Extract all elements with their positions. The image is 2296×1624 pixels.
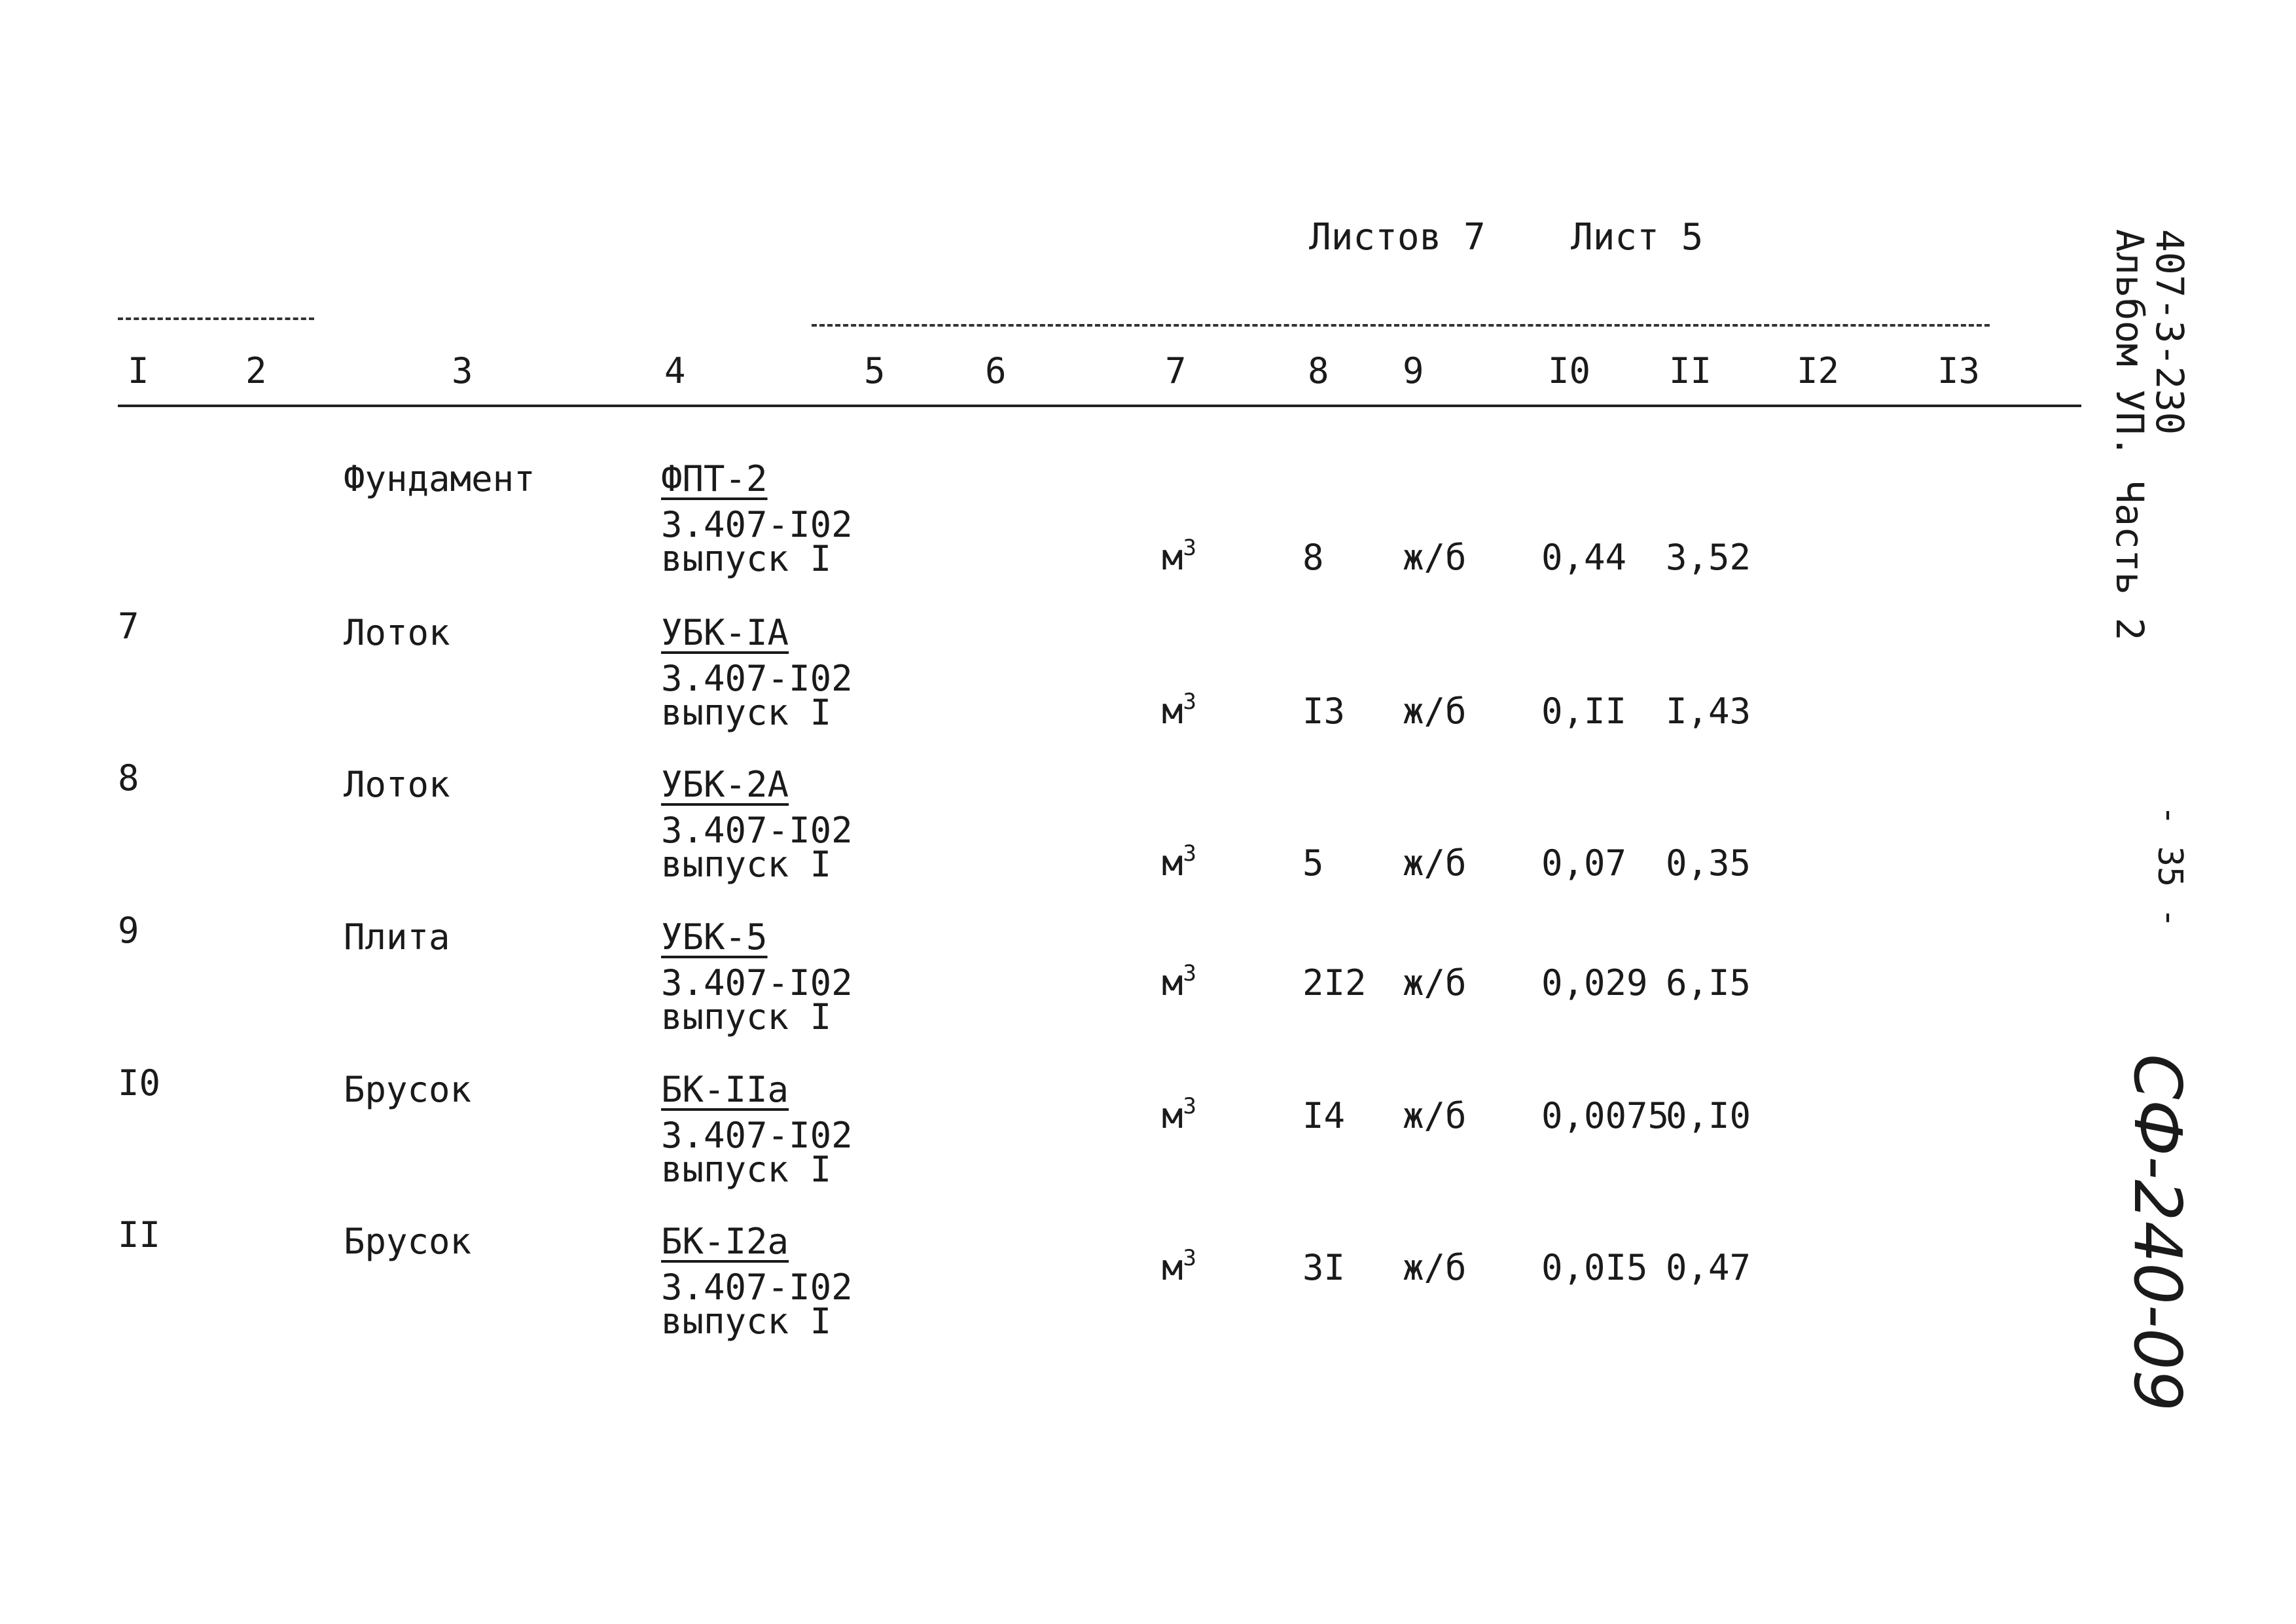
item-mark: УБК-IА [661, 612, 789, 653]
unit-volume: 0,0I5 [1541, 1247, 1648, 1288]
unit: м [1162, 691, 1183, 732]
top-rule-right [812, 324, 1990, 327]
unit-exponent: 3 [1183, 1093, 1196, 1119]
page-number: - 35 - [2150, 805, 2189, 928]
unit-cell [1162, 1245, 1196, 1288]
column-number: I3 [1937, 350, 1981, 391]
item-name: Плита [344, 916, 450, 958]
item-series: 3.407-I02 [661, 504, 853, 545]
row-number: 7 [118, 605, 139, 647]
material: ж/б [1403, 962, 1467, 1003]
unit-volume: 0,II [1541, 691, 1627, 732]
total-volume: 0,I0 [1666, 1095, 1751, 1136]
doc-code-block [2108, 229, 2192, 641]
item-mark: УБК-2А [661, 764, 789, 805]
total-volume: 0,47 [1666, 1247, 1751, 1288]
header-bottom-rule [118, 405, 2081, 407]
column-number: 7 [1165, 350, 1187, 391]
item-mark: БК-IIа [661, 1069, 789, 1110]
top-rule-left [118, 317, 314, 320]
quantity: 8 [1302, 537, 1324, 578]
unit-cell [1162, 535, 1196, 578]
total-volume: I,43 [1666, 691, 1751, 732]
item-mark: УБК-5 [661, 916, 768, 958]
material: ж/б [1403, 691, 1467, 732]
item-name: Брусок [344, 1069, 472, 1110]
column-number: I [128, 350, 149, 391]
item-issue: выпуск I [661, 1149, 832, 1190]
column-number: 8 [1308, 350, 1329, 391]
unit: м [1162, 842, 1183, 884]
column-number: 9 [1403, 350, 1424, 391]
row-number: I0 [118, 1062, 161, 1104]
quantity: 3I [1302, 1247, 1346, 1288]
column-number: I0 [1548, 350, 1591, 391]
material: ж/б [1403, 1247, 1467, 1288]
unit-exponent: 3 [1183, 535, 1196, 561]
item-mark: БК-I2а [661, 1221, 789, 1262]
sheets-count: Листов 7 [1309, 216, 1486, 259]
unit-cell [1162, 960, 1196, 1003]
item-name: Лоток [344, 612, 450, 653]
unit: м [1162, 1247, 1183, 1288]
row-number: 9 [118, 910, 139, 951]
unit-cell [1162, 1093, 1196, 1136]
unit-exponent: 3 [1183, 689, 1196, 715]
column-number: 6 [985, 350, 1007, 391]
quantity: 2I2 [1302, 962, 1367, 1003]
unit-cell [1162, 840, 1196, 884]
item-mark: ФПТ-2 [661, 458, 768, 499]
column-number: I2 [1797, 350, 1840, 391]
item-series: 3.407-I02 [661, 1267, 853, 1308]
handwritten-stamp: СФ-240-09 [2119, 1054, 2196, 1412]
column-number: 4 [664, 350, 686, 391]
doc-code: 407-3-230 [2147, 229, 2192, 435]
quantity: I4 [1302, 1095, 1346, 1136]
item-series: 3.407-I02 [661, 658, 853, 699]
column-number: 5 [864, 350, 886, 391]
material: ж/б [1403, 537, 1467, 578]
row-number: II [118, 1214, 161, 1255]
unit-exponent: 3 [1183, 1245, 1196, 1271]
unit: м [1162, 962, 1183, 1003]
unit-exponent: 3 [1183, 840, 1196, 867]
total-volume: 3,52 [1666, 537, 1751, 578]
album-label: Альбом УП. Часть 2 [2108, 229, 2153, 641]
item-issue: выпуск I [661, 844, 832, 885]
column-number: II [1669, 350, 1712, 391]
item-series: 3.407-I02 [661, 962, 853, 1003]
material: ж/б [1403, 1095, 1467, 1136]
sheet-number: Лист 5 [1571, 216, 1704, 259]
unit-volume: 0,07 [1541, 842, 1627, 884]
item-series: 3.407-I02 [661, 810, 853, 851]
unit: м [1162, 537, 1183, 578]
item-name: Брусок [344, 1221, 472, 1262]
unit-cell [1162, 689, 1196, 732]
unit-volume: 0,0075 [1541, 1095, 1670, 1136]
total-volume: 6,I5 [1666, 962, 1751, 1003]
item-issue: выпуск I [661, 996, 832, 1038]
unit-volume: 0,029 [1541, 962, 1648, 1003]
unit-exponent: 3 [1183, 960, 1196, 986]
item-name: Фундамент [344, 458, 535, 499]
item-issue: выпуск I [661, 692, 832, 733]
item-issue: выпуск I [661, 538, 832, 579]
item-name: Лоток [344, 764, 450, 805]
unit: м [1162, 1095, 1183, 1136]
quantity: I3 [1302, 691, 1346, 732]
material: ж/б [1403, 842, 1467, 884]
quantity: 5 [1302, 842, 1324, 884]
column-number: 2 [245, 350, 267, 391]
row-number: 8 [118, 757, 139, 799]
item-issue: выпуск I [661, 1301, 832, 1342]
column-number: 3 [452, 350, 473, 391]
item-series: 3.407-I02 [661, 1115, 853, 1156]
unit-volume: 0,44 [1541, 537, 1627, 578]
total-volume: 0,35 [1666, 842, 1751, 884]
